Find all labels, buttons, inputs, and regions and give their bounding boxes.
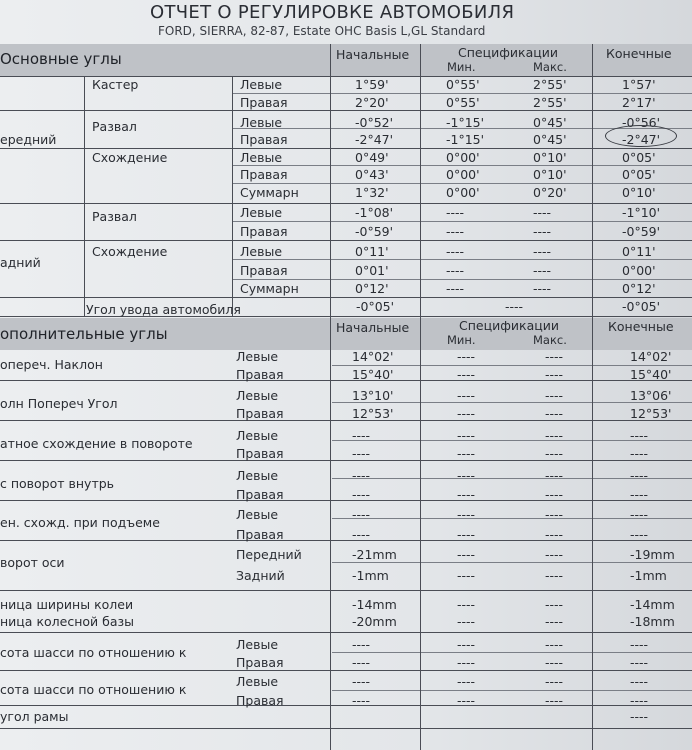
initial-value: 12°53'	[352, 406, 394, 421]
side-label: Правая	[236, 655, 284, 670]
extra-row-label: угол рамы	[0, 709, 69, 724]
max-value: 2°55'	[533, 95, 567, 110]
row-divider	[332, 652, 692, 653]
max-value: ----	[545, 655, 564, 670]
min-value: ----	[446, 224, 465, 239]
min-value: 0°55'	[446, 95, 480, 110]
extra-row-label: ворот оси	[0, 555, 65, 570]
row-divider	[332, 562, 692, 563]
group-label: Схождение	[92, 244, 168, 259]
min-value: ----	[457, 674, 476, 689]
row-divider	[0, 705, 692, 706]
side-label: Левые	[240, 205, 283, 220]
max-value: ----	[545, 388, 564, 403]
row-divider	[0, 632, 692, 633]
initial-value: 0°11'	[355, 244, 389, 259]
row-divider	[0, 728, 692, 729]
final-value: -2°47'	[622, 132, 661, 147]
side-label: Передний	[236, 547, 302, 562]
min-value: ----	[457, 468, 476, 483]
side-label: Правая	[236, 527, 284, 542]
side-label: Левые	[240, 150, 283, 165]
row-divider	[0, 590, 692, 591]
header-min: Мин.	[447, 60, 476, 74]
min-value: ----	[457, 693, 476, 708]
final-value: -1mm	[630, 568, 667, 583]
initial-value: -14mm	[352, 597, 397, 612]
group-label: Развал	[92, 119, 137, 134]
initial-value: ----	[352, 637, 371, 652]
min-value: ----	[457, 349, 476, 364]
extra-row-label: сота шасси по отношению к	[0, 645, 187, 660]
side-label: Левые	[236, 388, 279, 403]
group-label: Кастер	[92, 77, 139, 92]
group-label: Развал	[92, 209, 137, 224]
min-value: ----	[457, 507, 476, 522]
min-value: ----	[457, 446, 476, 461]
row-divider	[332, 690, 692, 691]
final-value: 0°11'	[622, 244, 656, 259]
min-value: ----	[457, 547, 476, 562]
min-value: ----	[446, 281, 465, 296]
initial-value: -1°08'	[355, 205, 394, 220]
final-value: 0°00'	[622, 263, 656, 278]
row-divider	[84, 240, 244, 241]
row-divider	[0, 460, 692, 461]
max-value: ----	[545, 527, 564, 542]
max-value: ----	[545, 428, 564, 443]
initial-value: -0°59'	[355, 224, 394, 239]
max-value: ----	[545, 547, 564, 562]
final-value: -14mm	[630, 597, 675, 612]
final-value: 1°57'	[622, 77, 656, 92]
column-divider	[330, 44, 331, 750]
initial-value: ----	[352, 674, 371, 689]
row-divider	[232, 165, 692, 166]
row-divider	[0, 380, 692, 381]
initial-value: 1°59'	[355, 77, 389, 92]
row-divider	[332, 365, 692, 366]
final-value: ----	[630, 637, 649, 652]
side-label: Правая	[236, 406, 284, 421]
column-divider	[420, 44, 421, 750]
min-value: -1°15'	[446, 132, 485, 147]
max-value: 0°20'	[533, 185, 567, 200]
max-value: ----	[545, 367, 564, 382]
final-value: 0°12'	[622, 281, 656, 296]
final-value: ----	[630, 655, 649, 670]
side-label: Левые	[240, 244, 283, 259]
min-value: 0°00'	[446, 150, 480, 165]
min-value: 0°55'	[446, 77, 480, 92]
side-label: Правая	[236, 487, 284, 502]
initial-value: -21mm	[352, 547, 397, 562]
final-value: 13°06'	[630, 388, 672, 403]
side-label: Левые	[240, 77, 283, 92]
min-value: ----	[457, 406, 476, 421]
final-value: ----	[630, 674, 649, 689]
row-divider	[84, 110, 244, 111]
max-value: 2°55'	[533, 77, 567, 92]
max-value: ----	[533, 205, 552, 220]
column-divider	[592, 44, 593, 750]
final-value: -1°10'	[622, 205, 661, 220]
final-value: 0°10'	[622, 185, 656, 200]
final-value: 0°05'	[622, 167, 656, 182]
initial-value: -1mm	[352, 568, 389, 583]
initial-value: ----	[352, 428, 371, 443]
min-value: ----	[457, 637, 476, 652]
group-label: Схождение	[92, 150, 168, 165]
side-label: Левые	[240, 115, 283, 130]
side-label: Левые	[236, 674, 279, 689]
initial-value: ----	[352, 487, 371, 502]
thrust-angle-label: Угол увода автомобиля	[86, 302, 241, 317]
initial-value: 13°10'	[352, 388, 394, 403]
min-value: ----	[457, 568, 476, 583]
min-value: ----	[457, 527, 476, 542]
thrust-final: -0°05'	[622, 299, 661, 314]
min-value: -1°15'	[446, 115, 485, 130]
final-value: ----	[630, 446, 649, 461]
min-value: ----	[457, 428, 476, 443]
final-value: ----	[630, 507, 649, 522]
max-value: ----	[545, 637, 564, 652]
thrust-min: ----	[505, 299, 524, 314]
initial-value: ----	[352, 655, 371, 670]
initial-value: ----	[352, 468, 371, 483]
extra-row-label: олн Попереч Угол	[0, 396, 118, 411]
final-value: ----	[630, 709, 649, 724]
row-divider	[232, 221, 692, 222]
final-value: 0°05'	[622, 150, 656, 165]
max-value: ----	[545, 446, 564, 461]
min-value: ----	[446, 263, 465, 278]
side-label: Правая	[240, 167, 288, 182]
header-final-2: Конечные	[608, 319, 674, 334]
extra-row-label: ница ширины колеи	[0, 597, 134, 612]
section-main-title: Основные углы	[0, 50, 122, 68]
vehicle-subtitle: FORD, SIERRA, 82-87, Estate OHC Basis L,GL Standard	[158, 24, 486, 38]
report-title: ОТЧЕТ О РЕГУЛИРОВКЕ АВТОМОБИЛЯ	[150, 2, 515, 23]
header-initial-2: Начальные	[336, 320, 410, 335]
max-value: ----	[545, 406, 564, 421]
row-divider	[0, 420, 692, 421]
rear-axle-label: адний	[0, 255, 41, 270]
max-value: ----	[545, 507, 564, 522]
row-divider	[232, 259, 692, 260]
final-value: -0°56'	[622, 115, 661, 130]
header-final: Конечные	[606, 46, 672, 61]
side-label: Суммарн	[240, 185, 299, 200]
final-value: 2°17'	[622, 95, 656, 110]
final-value: -18mm	[630, 614, 675, 629]
extra-row-label: атное схождение в повороте	[0, 436, 193, 451]
final-value: ----	[630, 468, 649, 483]
max-value: ----	[533, 263, 552, 278]
side-label: Правая	[236, 446, 284, 461]
side-label: Правая	[240, 95, 288, 110]
min-value: ----	[446, 205, 465, 220]
max-value: 0°45'	[533, 132, 567, 147]
max-value: ----	[545, 487, 564, 502]
header-max: Макс.	[533, 60, 567, 74]
row-divider	[0, 203, 692, 204]
side-label: Левые	[236, 637, 279, 652]
initial-value: 0°43'	[355, 167, 389, 182]
final-value: -19mm	[630, 547, 675, 562]
max-value: ----	[545, 468, 564, 483]
header-spec-2: Спецификации	[459, 318, 559, 333]
row-divider	[0, 670, 692, 671]
front-axle-label: ередний	[0, 132, 57, 147]
extra-row-label: ница колесной базы	[0, 614, 134, 629]
initial-value: -2°47'	[355, 132, 394, 147]
max-value: ----	[533, 244, 552, 259]
max-value: ----	[533, 281, 552, 296]
max-value: ----	[545, 349, 564, 364]
side-label: Правая	[240, 132, 288, 147]
side-label: Задний	[236, 568, 285, 583]
final-value: ----	[630, 693, 649, 708]
final-value: ----	[630, 487, 649, 502]
initial-value: -20mm	[352, 614, 397, 629]
min-value: ----	[457, 388, 476, 403]
min-value: ----	[457, 597, 476, 612]
initial-value: ----	[352, 507, 371, 522]
row-divider	[232, 93, 692, 94]
side-label: Левые	[236, 468, 279, 483]
side-label: Суммарн	[240, 281, 299, 296]
max-value: ----	[533, 224, 552, 239]
section-extra-title: ополнительные углы	[0, 325, 168, 343]
min-value: ----	[457, 614, 476, 629]
extra-row-label: ен. схожд. при подъеме	[0, 515, 160, 530]
side-label: Левые	[236, 349, 279, 364]
max-value: 0°10'	[533, 167, 567, 182]
initial-value: -0°52'	[355, 115, 394, 130]
max-value: ----	[545, 674, 564, 689]
initial-value: 0°01'	[355, 263, 389, 278]
min-value: ----	[446, 244, 465, 259]
side-label: Левые	[236, 428, 279, 443]
max-value: ----	[545, 568, 564, 583]
initial-value: 1°32'	[355, 185, 389, 200]
min-value: ----	[457, 655, 476, 670]
header-initial: Начальные	[336, 47, 410, 62]
header-min-2: Мин.	[447, 333, 476, 347]
final-value: 14°02'	[630, 349, 672, 364]
min-value: 0°00'	[446, 185, 480, 200]
max-value: ----	[545, 614, 564, 629]
row-divider	[84, 148, 244, 149]
final-value: -0°59'	[622, 224, 661, 239]
header-spec: Спецификации	[458, 45, 558, 60]
max-value: 0°10'	[533, 150, 567, 165]
initial-value: 0°49'	[355, 150, 389, 165]
initial-value: 0°12'	[355, 281, 389, 296]
initial-value: ----	[352, 527, 371, 542]
row-divider	[0, 297, 692, 298]
row-divider	[232, 183, 692, 184]
column-divider	[84, 76, 85, 316]
row-divider	[232, 279, 692, 280]
side-label: Правая	[236, 693, 284, 708]
column-divider	[232, 76, 233, 316]
initial-value: 2°20'	[355, 95, 389, 110]
header-max-2: Макс.	[533, 333, 567, 347]
side-label: Левые	[236, 507, 279, 522]
row-divider	[0, 500, 692, 501]
initial-value: ----	[352, 693, 371, 708]
min-value: 0°00'	[446, 167, 480, 182]
thrust-initial: -0°05'	[356, 299, 395, 314]
extra-row-label: сота шасси по отношению к	[0, 682, 187, 697]
initial-value: ----	[352, 446, 371, 461]
side-label: Правая	[240, 263, 288, 278]
max-value: ----	[545, 597, 564, 612]
final-value: ----	[630, 428, 649, 443]
initial-value: 15°40'	[352, 367, 394, 382]
final-value: ----	[630, 527, 649, 542]
extra-row-label: с поворот внутрь	[0, 476, 115, 491]
min-value: ----	[457, 487, 476, 502]
max-value: 0°45'	[533, 115, 567, 130]
side-label: Правая	[240, 224, 288, 239]
handwritten-circle-mark	[605, 125, 677, 147]
min-value: ----	[457, 367, 476, 382]
side-label: Правая	[236, 367, 284, 382]
extra-row-label: опереч. Наклон	[0, 357, 103, 372]
row-divider	[0, 540, 692, 541]
initial-value: 14°02'	[352, 349, 394, 364]
max-value: ----	[545, 693, 564, 708]
final-value: 12°53'	[630, 406, 672, 421]
final-value: 15°40'	[630, 367, 672, 382]
